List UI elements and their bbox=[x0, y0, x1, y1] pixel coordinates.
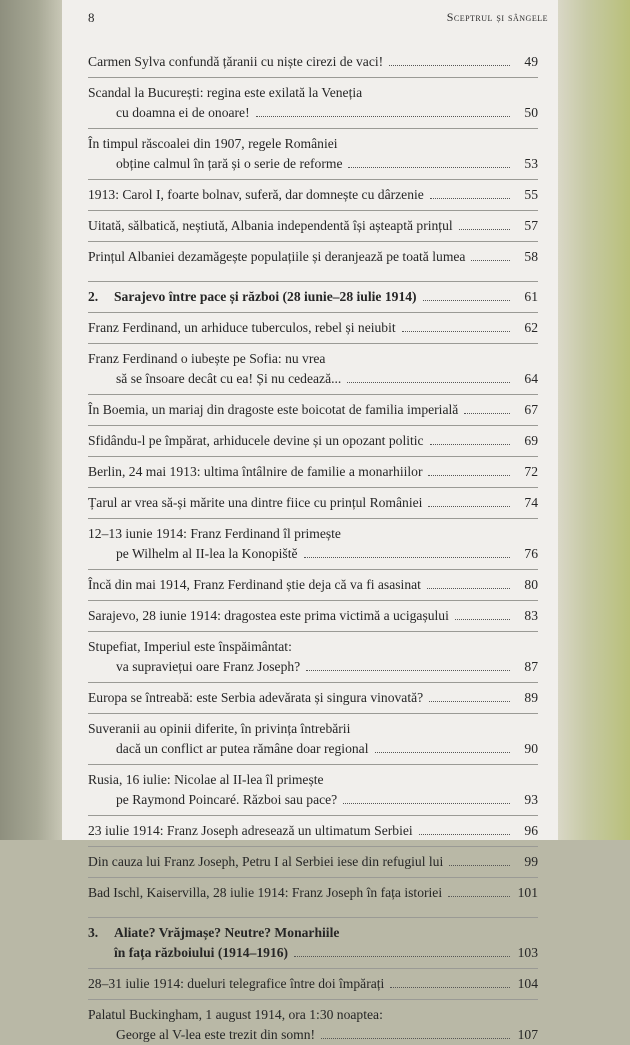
leader-dots bbox=[449, 864, 510, 866]
toc-entry bbox=[88, 431, 538, 451]
toc-entry-text: Țarul ar vrea să-și mărite una dintre fiice cu prințul României bbox=[88, 495, 423, 510]
toc-entry-text: Sarajevo, 28 iunie 1914: dragostea este prima victimă a ucigașului bbox=[88, 608, 449, 623]
leader-dots bbox=[459, 228, 510, 230]
toc-entry-text: Prințul Albaniei dezamăgește populațiile și deranjează pe toată lumea bbox=[88, 249, 466, 264]
toc-entry-page: 58 bbox=[524, 249, 538, 264]
toc-entry-text: În Boemia, un mariaj din dragoste este boicotat de familia imperială bbox=[88, 402, 459, 417]
divider bbox=[88, 682, 538, 683]
toc-entry bbox=[88, 247, 538, 267]
leader-dots bbox=[343, 802, 510, 804]
leader-dots bbox=[429, 700, 510, 702]
toc-entry-text: Europa se întreabă: este Serbia adevărata și singura vinovată? bbox=[88, 690, 424, 705]
toc-entry-text-cont: să se însoare decât cu ea! Și nu cedează... bbox=[116, 371, 342, 386]
chapter-number: 3. bbox=[88, 925, 99, 940]
toc-entry bbox=[88, 770, 538, 810]
page-header bbox=[88, 10, 548, 30]
divider bbox=[88, 281, 538, 282]
toc-entry bbox=[88, 852, 538, 872]
toc-entry-page: 93 bbox=[524, 792, 538, 807]
toc-entry-page: 107 bbox=[517, 1027, 538, 1042]
toc-entry bbox=[88, 493, 538, 513]
book-spine-shadow bbox=[0, 0, 62, 840]
divider bbox=[88, 425, 538, 426]
toc-entry-text: Franz Ferdinand, un arhiduce tuberculos, rebel și neiubit bbox=[88, 320, 396, 335]
toc-entry-page: 89 bbox=[524, 690, 538, 705]
leader-dots bbox=[428, 505, 510, 507]
toc-entry bbox=[88, 606, 538, 626]
divider bbox=[88, 343, 538, 344]
divider bbox=[88, 77, 538, 78]
divider bbox=[88, 518, 538, 519]
toc-entry-text: Uitată, sălbatică, neștiută, Albania independentă își așteaptă prințul bbox=[88, 218, 453, 233]
divider bbox=[88, 815, 538, 816]
toc-entry-page: 76 bbox=[524, 546, 538, 561]
toc-entry bbox=[88, 719, 538, 759]
leader-dots bbox=[375, 751, 511, 753]
toc-entry-text: Carmen Sylva confundă țăranii cu niște cirezi de vaci! bbox=[88, 54, 384, 69]
divider bbox=[88, 846, 538, 847]
toc-entry-text-cont: va supraviețui oare Franz Joseph? bbox=[116, 659, 301, 674]
toc-entry-text: Stupefiat, Imperiul este înspăimântat: bbox=[88, 639, 292, 654]
toc-entry bbox=[88, 216, 538, 236]
toc-entry bbox=[88, 400, 538, 420]
toc-entry bbox=[88, 185, 538, 205]
divider bbox=[88, 179, 538, 180]
toc-entry-text: 28–31 iulie 1914: dueluri telegrafice între doi împărați bbox=[88, 976, 385, 991]
leader-dots bbox=[294, 955, 510, 957]
toc-entry-text: Palatul Buckingham, 1 august 1914, ora 1:30 noaptea: bbox=[88, 1007, 383, 1022]
toc-entry bbox=[88, 134, 538, 174]
toc-chapter-heading bbox=[88, 923, 538, 963]
leader-dots bbox=[448, 895, 510, 897]
toc-entry-text-cont: obține calmul în țară și o serie de reforme bbox=[116, 156, 343, 171]
leader-dots bbox=[464, 412, 510, 414]
leader-dots bbox=[430, 443, 510, 445]
leader-dots bbox=[304, 556, 510, 558]
toc-entry-page: 50 bbox=[524, 105, 538, 120]
leader-dots bbox=[306, 669, 510, 671]
toc-entry-text: 12–13 iunie 1914: Franz Ferdinand îl primește bbox=[88, 526, 341, 541]
toc-entry bbox=[88, 83, 538, 123]
toc-entry-text: Din cauza lui Franz Joseph, Petru I al Serbiei iese din refugiul lui bbox=[88, 854, 444, 869]
leader-dots bbox=[256, 115, 510, 117]
toc-entry-text-cont: pe Wilhelm al II-lea la Konopiště bbox=[116, 546, 298, 561]
chapter-title: Aliate? Vrăjmașe? Neutre? Monarhiile bbox=[114, 925, 340, 940]
leader-dots bbox=[455, 618, 510, 620]
toc-entry-text: Scandal la București: regina este exilată la Veneția bbox=[88, 85, 363, 100]
toc-entry bbox=[88, 1005, 538, 1045]
chapter-page: 61 bbox=[524, 289, 538, 304]
divider bbox=[88, 600, 538, 601]
toc-entry bbox=[88, 637, 538, 677]
toc-entry-page: 62 bbox=[524, 320, 538, 335]
toc-entry-text-cont: George al V-lea este trezit din somn! bbox=[116, 1027, 316, 1042]
divider bbox=[88, 999, 538, 1000]
toc-entry-text: Berlin, 24 mai 1913: ultima întâlnire de familie a monarhiilor bbox=[88, 464, 423, 479]
leader-dots bbox=[419, 833, 510, 835]
toc-entry-text-cont: pe Raymond Poincaré. Război sau pace? bbox=[116, 792, 338, 807]
toc-entry-text: În timpul răscoalei din 1907, regele României bbox=[88, 136, 338, 151]
leader-dots bbox=[347, 381, 510, 383]
toc-entry-page: 69 bbox=[524, 433, 538, 448]
toc-entry-text: Încă din mai 1914, Franz Ferdinand știe deja că va fi asasinat bbox=[88, 577, 421, 592]
toc-entry-page: 99 bbox=[524, 854, 538, 869]
divider bbox=[88, 312, 538, 313]
toc-entry-page: 90 bbox=[524, 741, 538, 756]
divider bbox=[88, 968, 538, 969]
toc-entry-page: 64 bbox=[524, 371, 538, 386]
leader-dots bbox=[430, 197, 510, 199]
divider bbox=[88, 877, 538, 878]
toc-entry bbox=[88, 462, 538, 482]
toc-entry-text: 1913: Carol I, foarte bolnav, suferă, dar domnește cu dârzenie bbox=[88, 187, 424, 202]
leader-dots bbox=[321, 1037, 510, 1039]
toc-entry bbox=[88, 883, 538, 903]
divider bbox=[88, 764, 538, 765]
page-number: 8 bbox=[88, 10, 95, 25]
toc-entry-text: Franz Ferdinand o iubește pe Sofia: nu vrea bbox=[88, 351, 326, 366]
toc-entry bbox=[88, 349, 538, 389]
toc-entry-page: 49 bbox=[524, 54, 538, 69]
toc-entry-page: 80 bbox=[524, 577, 538, 592]
toc-entry bbox=[88, 974, 538, 994]
book-page bbox=[62, 0, 558, 1042]
divider bbox=[88, 128, 538, 129]
leader-dots bbox=[428, 474, 510, 476]
divider bbox=[88, 569, 538, 570]
toc-entry-text: Sfidându-l pe împărat, arhiducele devine și un opozant politic bbox=[88, 433, 424, 448]
divider bbox=[88, 917, 538, 918]
toc-chapter-heading bbox=[88, 287, 538, 307]
toc-entry-page: 67 bbox=[524, 402, 538, 417]
toc-entry-page: 104 bbox=[517, 976, 538, 991]
toc-entry-text: Rusia, 16 iulie: Nicolae al II-lea îl primește bbox=[88, 772, 324, 787]
divider bbox=[88, 241, 538, 242]
toc-entry-page: 101 bbox=[517, 885, 538, 900]
toc-entry-page: 87 bbox=[524, 659, 538, 674]
leader-dots bbox=[402, 330, 510, 332]
toc-entry-text: 23 iulie 1914: Franz Joseph adresează un ultimatum Serbiei bbox=[88, 823, 413, 838]
divider bbox=[88, 210, 538, 211]
table-of-contents bbox=[88, 52, 538, 1045]
toc-entry-page: 53 bbox=[524, 156, 538, 171]
toc-entry-page: 57 bbox=[524, 218, 538, 233]
running-title: Sceptrul și sângele bbox=[446, 10, 548, 24]
divider bbox=[88, 631, 538, 632]
chapter-number: 2. bbox=[88, 289, 99, 304]
background-surface bbox=[558, 0, 630, 840]
leader-dots bbox=[427, 587, 510, 589]
chapter-title-cont: în fața războiului (1914–1916) bbox=[114, 945, 289, 960]
chapter-page: 103 bbox=[517, 945, 538, 960]
leader-dots bbox=[389, 64, 510, 66]
leader-dots bbox=[390, 986, 510, 988]
divider bbox=[88, 394, 538, 395]
toc-entry bbox=[88, 52, 538, 72]
toc-entry-text: Suveranii au opinii diferite, în privința întrebării bbox=[88, 721, 351, 736]
toc-entry-page: 72 bbox=[524, 464, 538, 479]
toc-entry-page: 55 bbox=[524, 187, 538, 202]
toc-entry bbox=[88, 821, 538, 841]
divider bbox=[88, 456, 538, 457]
toc-entry bbox=[88, 575, 538, 595]
toc-entry-page: 74 bbox=[524, 495, 538, 510]
toc-entry-page: 96 bbox=[524, 823, 538, 838]
leader-dots bbox=[348, 166, 510, 168]
toc-entry-text-cont: dacă un conflict ar putea rămâne doar regional bbox=[116, 741, 369, 756]
toc-entry bbox=[88, 524, 538, 564]
toc-entry-text-cont: cu doamna ei de onoare! bbox=[116, 105, 250, 120]
divider bbox=[88, 487, 538, 488]
toc-entry bbox=[88, 688, 538, 708]
toc-entry-page: 83 bbox=[524, 608, 538, 623]
leader-dots bbox=[423, 299, 510, 301]
leader-dots bbox=[471, 259, 510, 261]
divider bbox=[88, 713, 538, 714]
chapter-title: Sarajevo între pace și război (28 iunie–28 iulie 1914) bbox=[114, 289, 417, 304]
toc-entry-text: Bad Ischl, Kaiservilla, 28 iulie 1914: Franz Joseph în fața istoriei bbox=[88, 885, 443, 900]
toc-entry bbox=[88, 318, 538, 338]
